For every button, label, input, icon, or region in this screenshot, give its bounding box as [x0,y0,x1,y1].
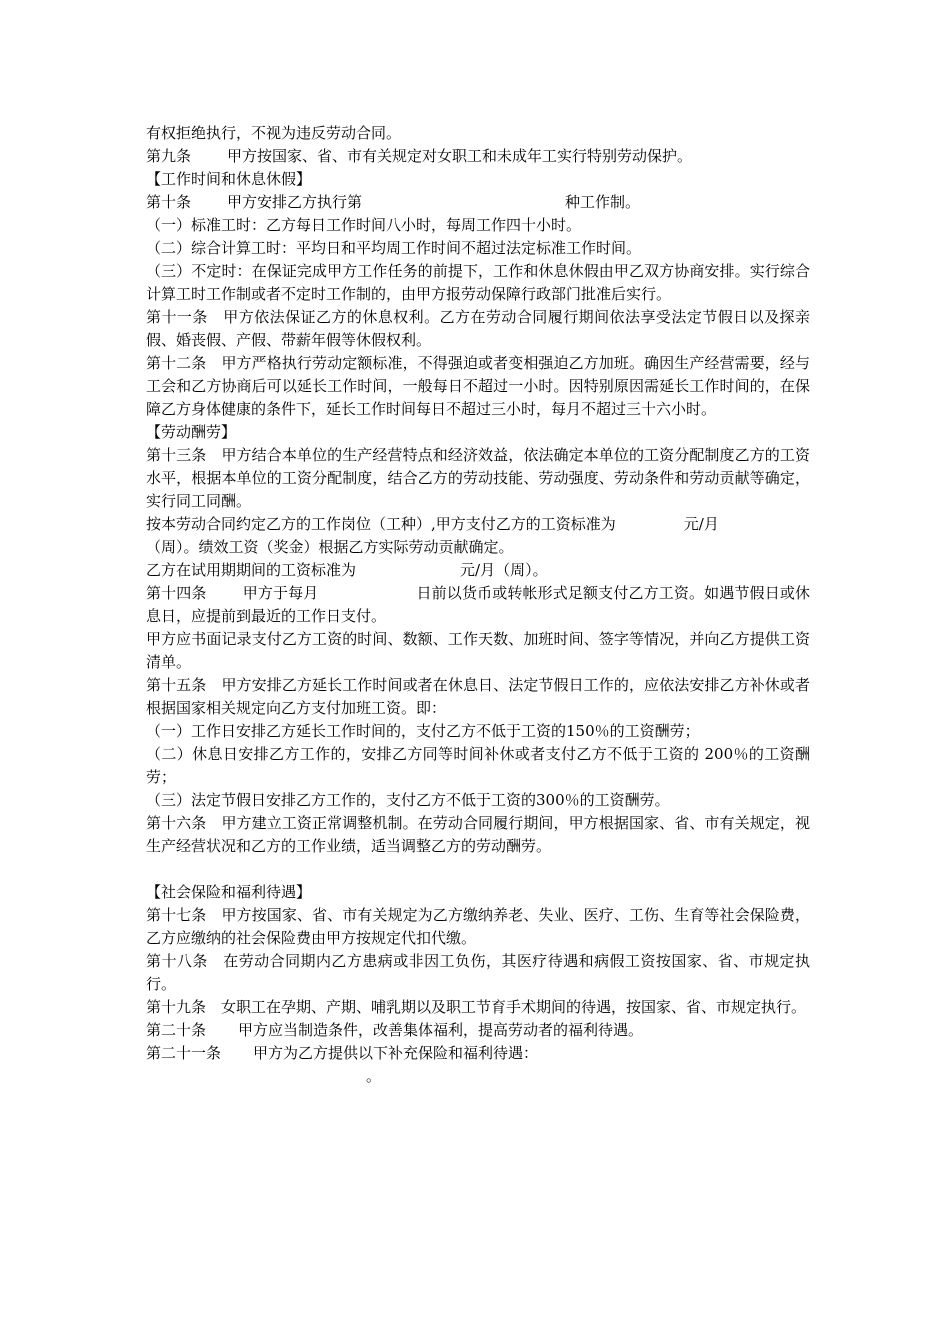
article-15 [146,674,810,720]
article-10 [146,191,810,214]
article-text: 甲方按国家、省、市有关规定为乙方缴纳养老、失业、医疗、工伤、生育等社会保险费，乙方应缴纳的社会保险费由甲方按规定代扣代缴。 [146,906,810,947]
end-mark: 。 [366,1067,382,1085]
article-text: 甲方按国家、省、市有关规定对女职工和未成年工实行特别劳动保护。 [227,147,693,165]
clause-15-3 [146,789,810,812]
document-page [146,122,810,1088]
article-text: 甲方建立工资正常调整机制。在劳动合同履行期间，甲方根据国家、省、市有关规定，视生产经营状况和乙方的工作业绩，适当调整乙方的劳动酬劳。 [146,814,810,855]
article-text: 甲方严格执行劳动定额标准，不得强迫或者变相强迫乙方加班。确因生产经营需要，经与工会和乙方协商后可以延长工作时间，一般每日不超过一小时。因特别原因需延长工作时间的，在保障乙方身体健康的条件下，延长工作时间每日不超过三小时，每月不超过三十六小时。 [146,354,810,418]
article-heading: 第十八条 [146,952,208,970]
clause-text: （三）不定时：在保证完成甲方工作任务的前提下，工作和休息休假由甲乙双方协商安排。实行综合计算工时工作制或者不定时工作制的，由甲方报劳动保障行政部门批准后实行。 [146,262,810,303]
article-text: 甲方为乙方提供以下补充保险和福利待遇： [253,1044,539,1062]
section-title: 【劳动酬劳】 [146,423,237,441]
article-17 [146,904,810,950]
clause-text: （一）标准工时：乙方每日工作时间八小时，每周工作四十小时。 [146,216,582,234]
article-text: 甲方结合本单位的生产经营特点和经济效益，依法确定本单位的工资分配制度乙方的工资水平，根据本单位的工资分配制度，结合乙方的劳动技能、劳动强度、劳动条件和劳动贡献等确定，实行同工同酬。 [146,446,810,510]
article-14 [146,582,810,628]
clause-15-2 [146,743,810,789]
article-heading: 第十四条 [146,584,207,602]
section-heading-social [146,881,810,904]
clause-10-1 [146,214,810,237]
article-13-wage [146,513,810,536]
article-text: 甲方安排乙方执行第 [227,193,363,211]
clause-text: （二）休息日安排乙方工作的，安排乙方同等时间补休或者支付乙方不低于工资的 200％的工资酬劳； [146,745,810,786]
clause-text: （三）法定节假日安排乙方工作的，支付乙方不低于工资的300％的工资酬劳。 [146,791,670,809]
article-text: 甲方应当制造条件，改善集体福利，提高劳动者的福利待遇。 [238,1021,644,1039]
article-13-bonus [146,536,810,559]
article-text: 在劳动合同期内乙方患病或非因工负伤，其医疗待遇和病假工资按国家、省、市规定执行。 [146,952,810,993]
article-heading: 第十七条 [146,906,207,924]
article-text: 甲方安排乙方延长工作时间或者在休息日、法定节假日工作的，应依法安排乙方补休或者根据国家相关规定向乙方支付加班工资。即： [146,676,810,717]
article-14-record [146,628,810,674]
text: 元/月（周）。 [460,561,548,579]
article-16 [146,812,810,858]
article-heading: 第十六条 [146,814,207,832]
article-text: 甲方于每月 [242,584,319,602]
section-heading-pay [146,421,810,444]
clause-text: （一）工作日安排乙方延长工作时间的，支付乙方不低于工资的150％的工资酬劳； [146,722,700,740]
article-text: 种工作制。 [565,193,641,211]
section-title: 【社会保险和福利待遇】 [146,883,312,901]
blank-line [146,858,810,881]
article-heading: 第十二条 [146,354,207,372]
paragraph [146,122,810,145]
end-mark-line [146,1065,810,1088]
article-heading: 第十三条 [146,446,207,464]
article-13 [146,444,810,513]
section-heading-worktime [146,168,810,191]
article-19 [146,996,810,1019]
text: 元/月 [683,515,719,533]
section-title: 【工作时间和休息休假】 [146,170,312,188]
article-text: 女职工在孕期、产期、哺乳期以及职工节育手术期间的待遇，按国家、省、市规定执行。 [221,998,807,1016]
text: 乙方在试用期期间的工资标准为 [146,561,357,579]
article-18 [146,950,810,996]
article-11 [146,306,810,352]
clause-10-2 [146,237,810,260]
article-heading: 第二十一条 [146,1044,222,1062]
article-text: 日前以货币或转帐形式足额支付乙方工资。如遇节假日或休息日，应提前到最近的工作日支付。 [146,584,810,625]
article-21 [146,1042,810,1065]
text: 甲方应书面记录支付乙方工资的时间、数额、工作天数、加班时间、签字等情况，并向乙方提供工资清单。 [146,630,810,671]
clause-text: （二）综合计算工时：平均日和平均周工作时间不超过法定标准工作时间。 [146,239,642,257]
article-heading: 第十五条 [146,676,207,694]
text: 有权拒绝执行，不视为违反劳动合同。 [146,124,402,142]
text: 按本劳动合同约定乙方的工作岗位（工种）,甲方支付乙方的工资标准为 [146,515,616,533]
article-13-probation [146,559,810,582]
article-heading: 第九条 [146,147,192,165]
clause-10-3 [146,260,810,306]
article-20 [146,1019,810,1042]
article-heading: 第二十条 [146,1021,207,1039]
article-text: 甲方依法保证乙方的休息权利。乙方在劳动合同履行期间依法享受法定节假日以及探亲假、婚丧假、产假、带薪年假等休假权利。 [146,308,810,349]
article-12 [146,352,810,421]
article-heading: 第十九条 [146,998,207,1016]
article-9 [146,145,810,168]
text: （周）。绩效工资（奖金）根据乙方实际劳动贡献确定。 [146,538,514,556]
article-heading: 第十一条 [146,308,208,326]
clause-15-1 [146,720,810,743]
article-heading: 第十条 [146,193,192,211]
